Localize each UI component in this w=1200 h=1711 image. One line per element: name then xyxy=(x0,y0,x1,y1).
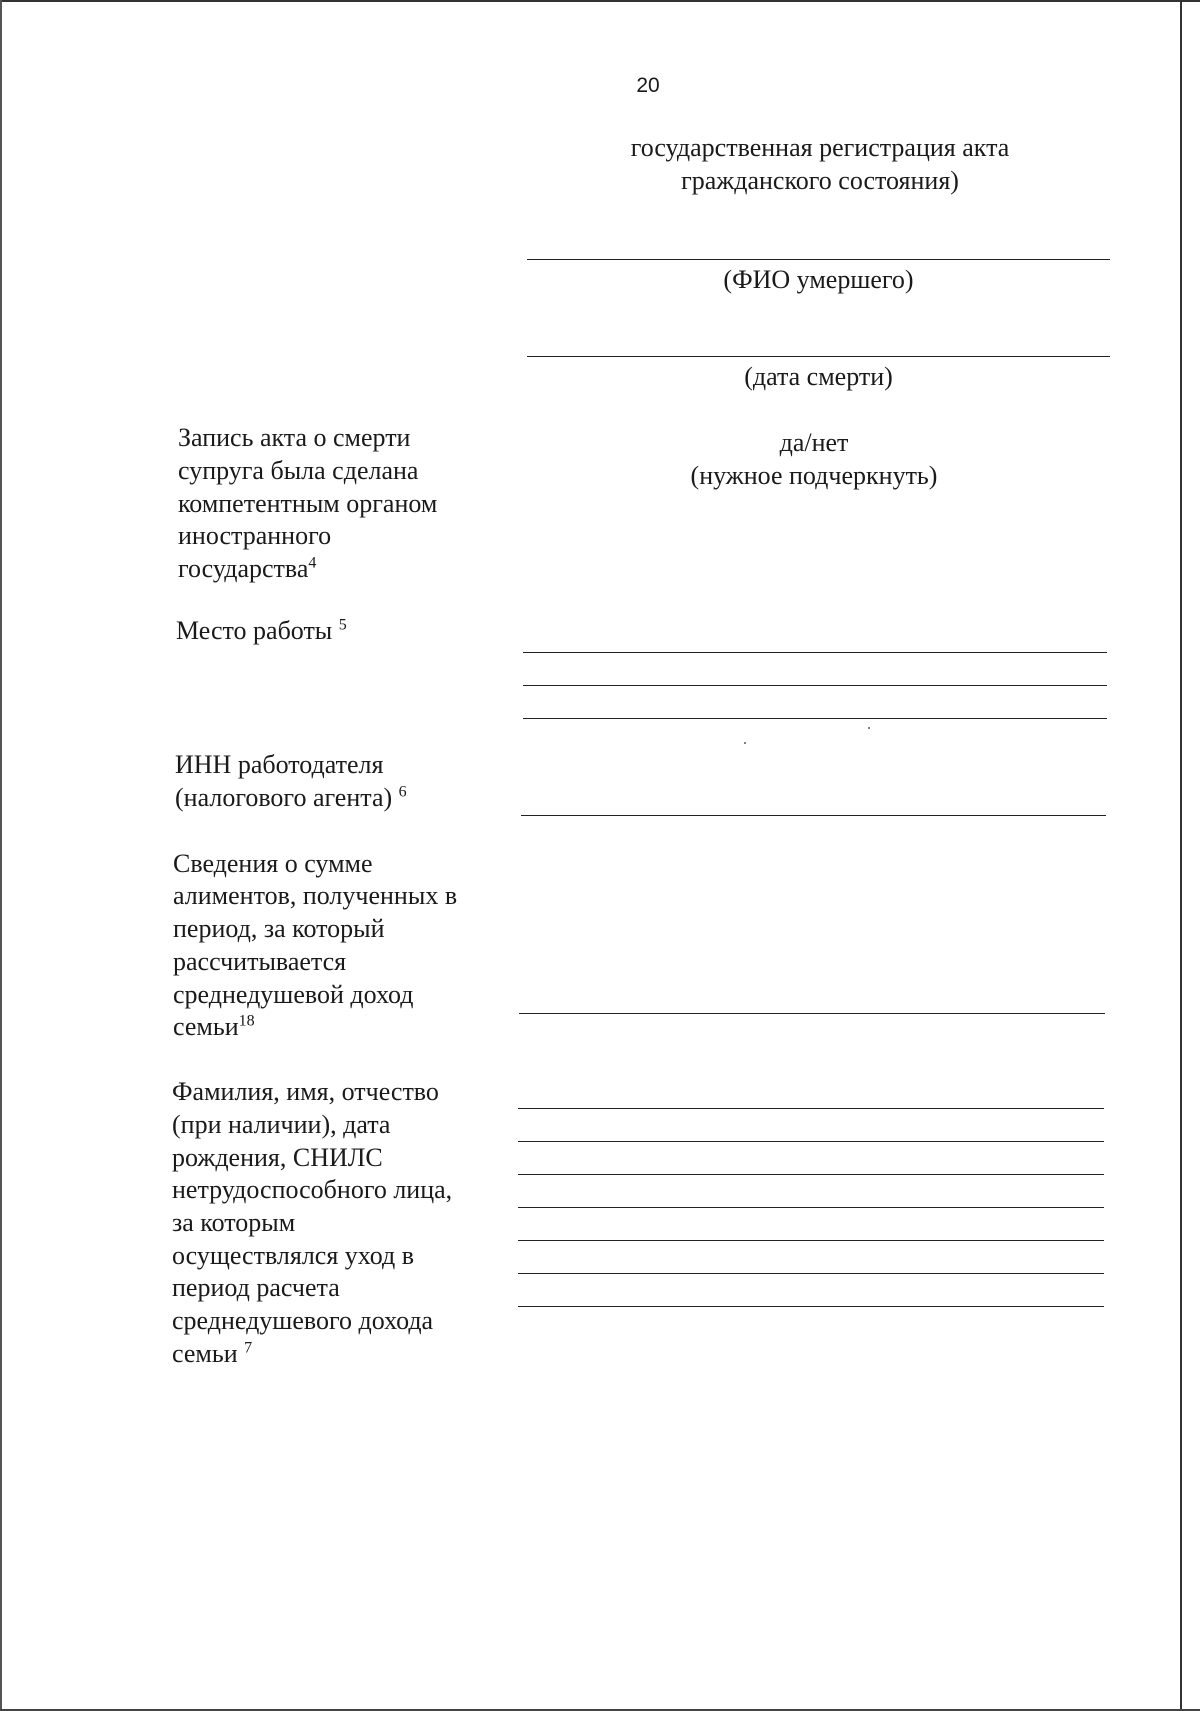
scan-speck xyxy=(744,742,746,744)
dependent-care-label-line: нетрудоспособного лица, xyxy=(172,1175,453,1204)
dependent-care-label-line: семьи xyxy=(172,1339,245,1368)
page-border-left xyxy=(0,0,2,1711)
page-number: 20 xyxy=(636,74,660,97)
employer-inn-label-line: ИНН работодателя xyxy=(175,750,384,779)
dependent-care-label-line: за которым xyxy=(172,1208,296,1237)
footnote-marker: 4 xyxy=(308,554,317,572)
alimony-label-line: семьи xyxy=(173,1012,239,1041)
employer-inn-label-line: (налогового агента) xyxy=(175,783,399,812)
header-note-line-2: гражданского состояния) xyxy=(681,166,959,195)
workplace-label: Место работы xyxy=(176,616,339,645)
scan-speck xyxy=(868,727,870,729)
foreign-record-label-line: компетентным органом xyxy=(178,489,438,518)
alimony-label-line: среднедушевой доход xyxy=(173,980,414,1009)
dependent-care-field-line[interactable] xyxy=(518,1207,1104,1208)
alimony-label-line: алиментов, полученных в xyxy=(173,881,458,910)
footnote-marker: 18 xyxy=(238,1012,255,1030)
alimony-label-line: период, за который xyxy=(173,914,385,943)
dependent-care-field-line[interactable] xyxy=(518,1108,1104,1109)
death-date-field[interactable] xyxy=(527,356,1110,357)
dependent-care-label-line: период расчета xyxy=(172,1273,340,1302)
dependent-care-field-line[interactable] xyxy=(518,1273,1104,1274)
page-border-top xyxy=(0,0,1200,2)
dependent-care-label-line: осуществлялся уход в xyxy=(172,1241,415,1270)
workplace-field-line[interactable] xyxy=(523,718,1107,719)
death-date-caption: (дата смерти) xyxy=(744,362,893,391)
page-border-right xyxy=(1180,0,1182,1711)
workplace-field-line[interactable] xyxy=(523,652,1107,653)
employer-inn-field[interactable] xyxy=(521,815,1106,816)
deceased-name-caption: (ФИО умершего) xyxy=(723,265,914,294)
foreign-record-label-line: Запись акта о смерти xyxy=(178,423,411,452)
dependent-care-label-line: Фамилия, имя, отчество xyxy=(172,1077,439,1106)
dependent-care-label-line: среднедушевого дохода xyxy=(172,1306,434,1335)
alimony-field[interactable] xyxy=(519,1013,1105,1014)
dependent-care-field-line[interactable] xyxy=(518,1174,1104,1175)
deceased-name-field[interactable] xyxy=(527,259,1110,260)
header-note-line-1: государственная регистрация акта xyxy=(630,133,1010,162)
dependent-care-label-line: (при наличии), дата xyxy=(172,1110,391,1139)
dependent-care-label-line: рождения, СНИЛС xyxy=(172,1143,383,1172)
foreign-record-label-line: государства xyxy=(178,554,309,583)
dependent-care-field-line[interactable] xyxy=(518,1240,1104,1241)
foreign-record-answer-hint: (нужное подчеркнуть) xyxy=(690,461,938,490)
dependent-care-field-line[interactable] xyxy=(518,1141,1104,1142)
foreign-record-label-line: иностранного xyxy=(178,521,332,550)
footnote-marker: 7 xyxy=(244,1339,253,1357)
alimony-label-line: Сведения о сумме xyxy=(173,849,373,878)
workplace-field-line[interactable] xyxy=(523,685,1107,686)
footnote-marker: 5 xyxy=(338,616,347,634)
dependent-care-field-line[interactable] xyxy=(518,1306,1104,1307)
alimony-label-line: рассчитывается xyxy=(173,947,347,976)
foreign-record-label-line: супруга была сделана xyxy=(178,456,419,485)
footnote-marker: 6 xyxy=(398,783,407,801)
foreign-record-answer[interactable]: да/нет xyxy=(779,428,849,457)
